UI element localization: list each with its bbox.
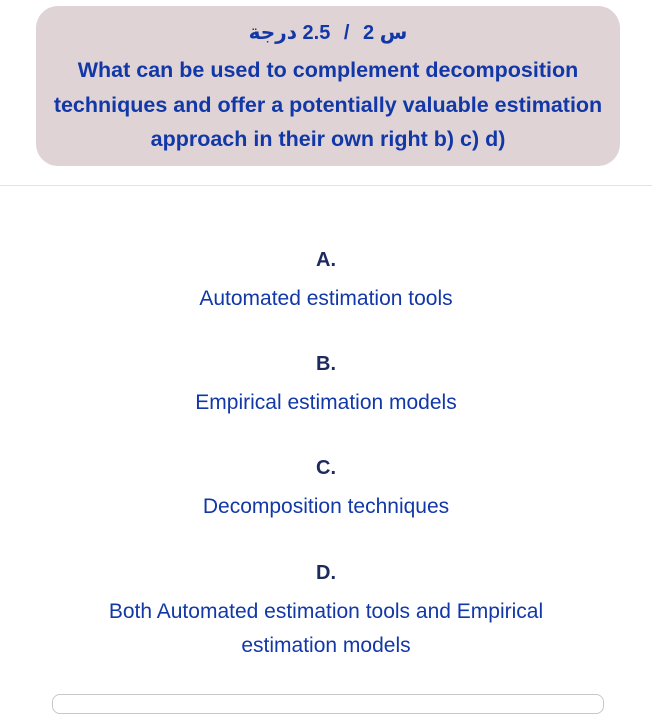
option-c[interactable]: [0, 456, 652, 524]
option-text: Decomposition techniques: [202, 495, 450, 518]
option-a[interactable]: [0, 248, 652, 316]
question-card: [36, 6, 620, 166]
option-text: Empirical estimation models: [195, 391, 457, 414]
option-letter: C.: [316, 457, 336, 479]
answer-field[interactable]: [52, 694, 604, 714]
question-text: What can be used to complement decomposition techniques and offer a potentially valuable estimation approach in their own right b) c) d): [53, 58, 603, 151]
option-d[interactable]: [0, 561, 652, 663]
option-letter: D.: [316, 562, 336, 584]
question-points: 2.5 درجة: [248, 22, 331, 44]
option-letter: B.: [316, 353, 336, 375]
option-b[interactable]: [0, 352, 652, 420]
question-header: [36, 20, 620, 46]
option-letter: A.: [316, 249, 336, 271]
divider: [0, 185, 652, 186]
header-separator: /: [343, 22, 350, 44]
option-text: Automated estimation tools: [199, 287, 453, 310]
question-number: س 2: [363, 22, 408, 44]
option-text: Both Automated estimation tools and Empirical estimation models: [108, 600, 544, 657]
